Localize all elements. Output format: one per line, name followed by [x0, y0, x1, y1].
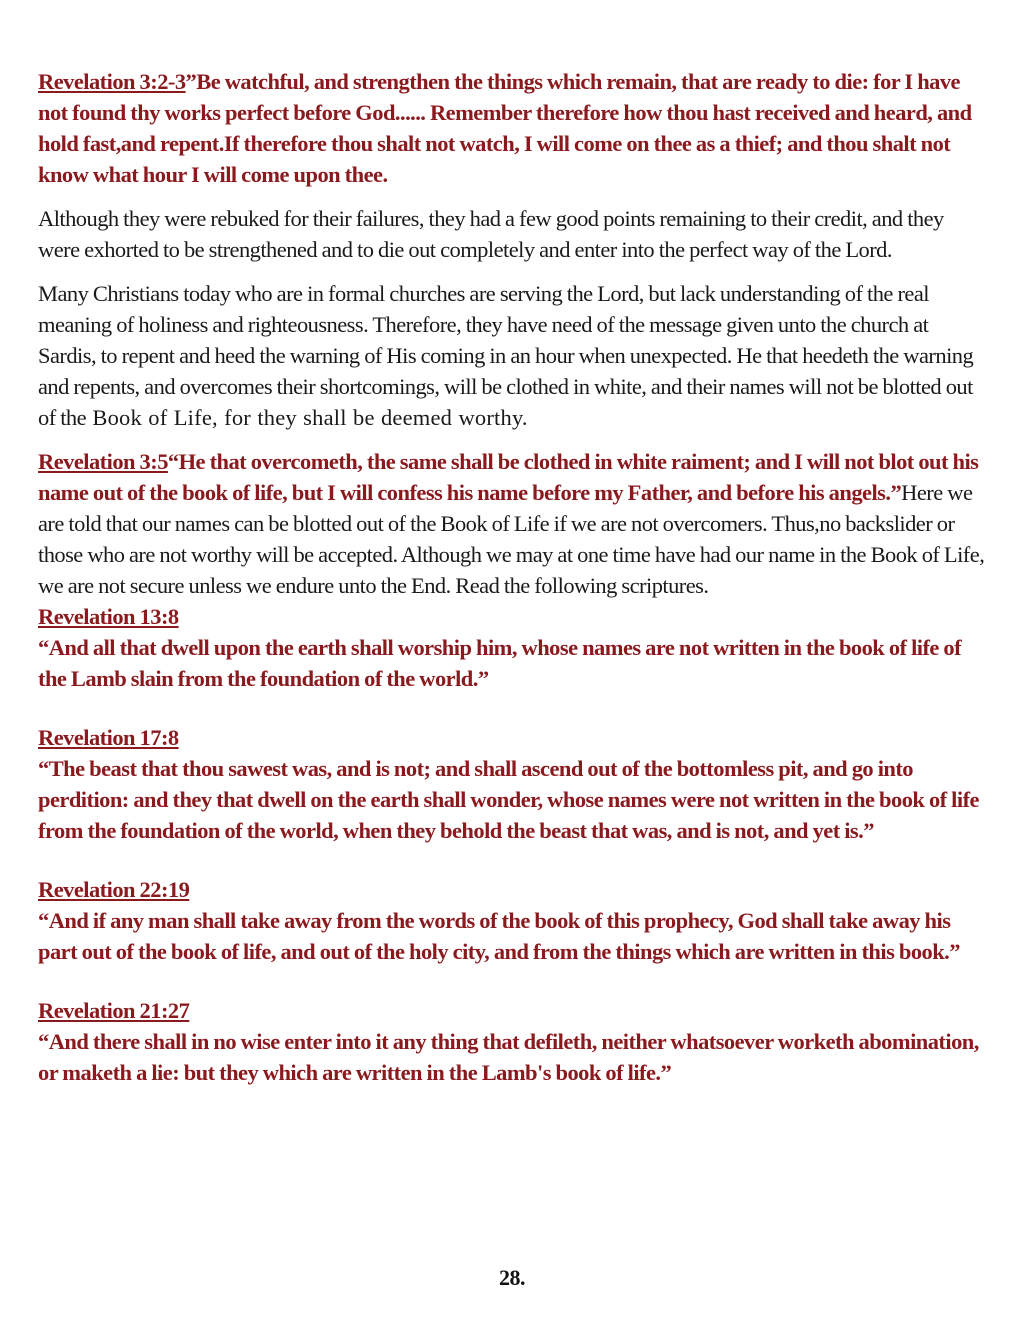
verse-text: “And all that dwell upon the earth shall worship him, whose names are not written in the book of life of the Lamb slain from the foundation of the world.”: [38, 635, 962, 691]
commentary-text: Many Christians today who are in formal churches are serving the Lord, but lack understanding of the real meaning of holiness and righteousness. Therefore, they have need of the message given unto the church at Sardis, to repent and heed the warning of His coming in an hour when unexpected. He that heedeth the warning and repents, and overcomes their shortcomings, will be clothed in white, and their names will not be blotted out of the: [38, 281, 974, 430]
paragraph-commentary-2: [38, 278, 988, 433]
paragraph-revelation-3-5: [38, 446, 988, 601]
verse-reference: Revelation 22:19: [38, 877, 190, 902]
verse-block: [38, 601, 988, 694]
verse-text: “And if any man shall take away from the words of the book of this prophecy, God shall take away his part out of the book of life, and out of the holy city, and from the things which are written in this book.”: [38, 908, 960, 964]
paragraph-revelation-3-2-3: [38, 66, 988, 190]
verse-text: “The beast that thou sawest was, and is not; and shall ascend out of the bottomless pit, and go into perdition: and they that dwell on the earth shall wonder, whose names were not written in the book of life from the foundation of the world, when they behold the beast that was, and is not, and yet is.”: [38, 756, 979, 843]
verse-reference: Revelation 21:27: [38, 998, 190, 1023]
document-page: [38, 66, 988, 1088]
paragraph-commentary-1: Although they were rebuked for their failures, they had a few good points remaining to their credit, and they were exhorted to be strengthened and to die out completely and enter into the perfect way of the Lord.: [38, 206, 944, 262]
verse-block: [38, 722, 988, 846]
scripture-reference: Revelation 3:5: [38, 449, 168, 474]
verse-reference: Revelation 13:8: [38, 604, 179, 629]
scripture-quote: ”Be watchful, and strengthen the things which remain, that are ready to die: for I have not found thy works perfect before God...... Remember therefore how thou hast received and heard, and hold fast,and repent.If therefore thou shalt not watch, I will come on thee as a thief; and thou shalt not know what hour I will come upon thee.: [38, 69, 972, 187]
verse-block: [38, 995, 988, 1088]
scripture-quote: “He that overcometh, the same shall be clothed in white raiment; and I will not blot out his name out of the book of life, but I will confess his name before my Father, and before his angels.”: [38, 449, 979, 505]
verse-block: [38, 874, 988, 967]
commentary-text: Here we are told that our names can be blotted out of the Book of Life if we are not overcomers. Thus,no backslider or those who are not worthy will be accepted. Although we may at one time have had our name in the Book of Life, we are not secure unless we endure unto the End. Read the following scriptures.: [38, 480, 985, 598]
verse-reference: Revelation 17:8: [38, 725, 179, 750]
page-number: 28.: [499, 1265, 525, 1290]
verse-text: “And there shall in no wise enter into it any thing that defileth, neither whatsoever worketh abomination, or maketh a lie: but they which are written in the Lamb's book of life.”: [38, 1029, 979, 1085]
commentary-tail: Book of Life, for they shall be deemed worthy.: [86, 405, 528, 430]
scripture-reference: Revelation 3:2-3: [38, 69, 186, 94]
